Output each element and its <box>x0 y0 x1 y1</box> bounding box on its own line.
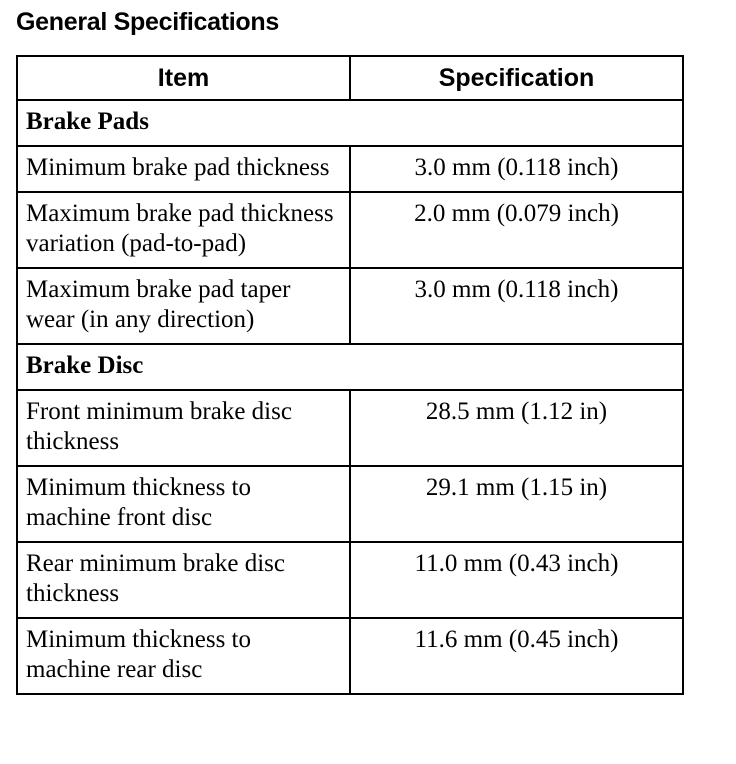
page-title: General Specifications <box>16 8 279 36</box>
spec-cell: 29.1 mm (1.15 in) <box>350 466 683 542</box>
table-header-row <box>17 56 683 100</box>
table-row <box>17 542 683 618</box>
spec-cell: 3.0 mm (0.118 inch) <box>350 268 683 344</box>
section-title: Brake Disc <box>17 344 683 390</box>
item-cell: Front minimum brake disc thickness <box>17 390 350 466</box>
spec-cell: 11.0 mm (0.43 inch) <box>350 542 683 618</box>
item-cell: Maximum brake pad thickness variation (pad-to-pad) <box>17 192 350 268</box>
spec-cell: 28.5 mm (1.12 in) <box>350 390 683 466</box>
section-title: Brake Pads <box>17 100 683 146</box>
table-row <box>17 466 683 542</box>
item-cell: Minimum brake pad thickness <box>17 146 350 192</box>
table-row <box>17 268 683 344</box>
table-row <box>17 618 683 694</box>
spec-cell: 11.6 mm (0.45 inch) <box>350 618 683 694</box>
column-header-specification: Specification <box>350 56 683 100</box>
item-cell: Minimum thickness to machine rear disc <box>17 618 350 694</box>
table-row <box>17 390 683 466</box>
table-row <box>17 192 683 268</box>
column-header-item: Item <box>17 56 350 100</box>
spec-cell: 2.0 mm (0.079 inch) <box>350 192 683 268</box>
table-row <box>17 146 683 192</box>
section-row-brake-disc <box>17 344 683 390</box>
item-cell: Rear minimum brake disc thickness <box>17 542 350 618</box>
section-row-brake-pads <box>17 100 683 146</box>
item-cell: Minimum thickness to machine front disc <box>17 466 350 542</box>
spec-cell: 3.0 mm (0.118 inch) <box>350 146 683 192</box>
specifications-table <box>16 55 684 695</box>
item-cell: Maximum brake pad taper wear (in any direction) <box>17 268 350 344</box>
